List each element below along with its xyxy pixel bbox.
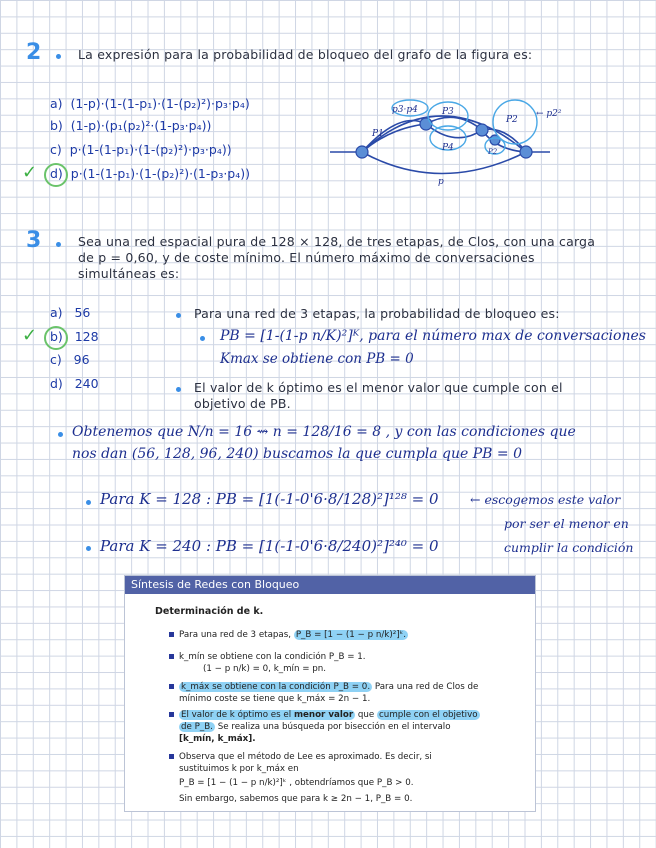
note2-bullet	[176, 387, 181, 392]
q2-dot	[56, 54, 61, 59]
q3-check-icon: ✓	[22, 325, 38, 346]
slide-bullet-4: El valor de k óptimo es el menor valor que cumple con el objetivo	[169, 710, 480, 720]
slide-bullet-5: Observa que el método de Lee es aproximado. Es decir, si	[169, 752, 432, 762]
q3-number: 3	[26, 228, 42, 253]
side-note-2: por ser el menor en	[504, 516, 629, 531]
graph-label-p4: P4	[442, 143, 454, 153]
q3-option-c[interactable]: c) 96	[50, 352, 90, 367]
q3-option-a[interactable]: a) 56	[50, 305, 91, 320]
slide-bullet-5-icon	[169, 754, 174, 759]
graph-label-p2sq: ← p2²	[536, 109, 562, 119]
obt-line1: Obtenemos que N/n = 16 ⇝ n = 128/16 = 8 , y con las condiciones que	[72, 424, 576, 440]
q2-option-a[interactable]: a) (1-p)·(1-(1-p₁)·(1-(p₂)²)·p₃·p₄)	[50, 96, 250, 111]
note2-line1: El valor de k óptimo es el menor valor que cumple con el	[194, 380, 563, 395]
graph-label-p: p	[438, 177, 444, 187]
q2-option-b[interactable]: b) (1-p)·(p₁(p₂)²·(1-p₃·p₄))	[50, 118, 212, 133]
note-formula: PB = [1-(1-p n/K)²]ᴷ, para el número max de conversaciones	[220, 328, 646, 344]
note-kmax: Kmax se obtiene con PB = 0	[220, 351, 414, 367]
slide-bullet-1: Para una red de 3 etapas, P_B = [1 − (1 − p n/k)²]ᵏ.	[169, 630, 408, 640]
graph-label-p2b: P2	[488, 148, 498, 156]
graph-label-p2: P2	[506, 115, 518, 125]
slide-b5-formula: P_B = [1 − (1 − p n/k)²]ᵏ , obtendríamos que P_B > 0.	[179, 778, 414, 788]
q3-option-d[interactable]: d) 240	[50, 376, 99, 391]
slide-b4-line2: de P_B. Se realiza una búsqueda por bisección en el intervalo	[181, 722, 451, 732]
slide-b1-formula: P_B = [1 − (1 − p n/k)²]ᵏ.	[295, 630, 407, 640]
q2-graph-figure	[330, 90, 570, 190]
note1-bullet	[176, 313, 181, 318]
q2-option-c[interactable]: c) p·(1-(1-p₁)·(1-(p₂)²)·p₃·p₄))	[50, 142, 232, 157]
q3-question-line3: simultáneas es:	[78, 266, 180, 281]
para240-bullet	[86, 546, 91, 551]
graph-label-p3: P3	[442, 107, 454, 117]
q2-option-d[interactable]: d) p·(1-(1-p₁)·(1-(p₂)²)·(1-p₃·p₄))	[50, 166, 251, 181]
para240-line: Para K = 240 : PB = [1(-1-0'6·8/240)²]²⁴⁰ = 0	[100, 537, 439, 555]
slide-bullet-2-icon	[169, 654, 174, 659]
q3-option-b[interactable]: b) 128	[50, 329, 99, 344]
para128-bullet	[86, 500, 91, 505]
side-note-1: ← escogemos este valor	[470, 492, 621, 507]
q2-question: La expresión para la probabilidad de bloqueo del grafo de la figura es:	[78, 47, 533, 62]
slide-title: Síntesis de Redes con Bloqueo	[125, 576, 535, 594]
obt-line2: nos dan (56, 128, 96, 240) buscamos la que cumpla que PB = 0	[72, 446, 523, 462]
slide-b4-line3: [k_mín, k_máx].	[179, 734, 256, 744]
side-note-3: cumplir la condición	[504, 540, 634, 555]
q2-check-icon: ✓	[22, 162, 38, 183]
slide-embed	[124, 575, 536, 812]
slide-bullet-4-icon	[169, 712, 174, 717]
slide-b5-line4: Sin embargo, sabemos que para k ≥ 2n − 1, P_B = 0.	[179, 794, 413, 804]
slide-heading: Determinación de k.	[155, 606, 264, 617]
note-formula-bullet	[200, 336, 205, 341]
slide-bullet-3: k_máx se obtiene con la condición P_B = 0. Para una red de Clos de	[169, 682, 478, 692]
q2-number: 2	[26, 40, 42, 65]
slide-bullet-3-icon	[169, 684, 174, 689]
graph-label-p1: P1	[372, 129, 384, 139]
note1-text: Para una red de 3 etapas, la probabilidad de bloqueo es:	[194, 306, 560, 321]
slide-bullet-1-icon	[169, 632, 174, 637]
slide-b5-line2: sustituimos k por k_máx en	[179, 764, 299, 774]
obt-bullet	[58, 432, 63, 437]
q3-question-line2: de p = 0,60, y de coste mínimo. El número máximo de conversaciones	[78, 250, 535, 265]
q3-dot	[56, 242, 61, 247]
graph-label-p3p4: p3·p4	[392, 105, 418, 115]
slide-bullet-2: k_mín se obtiene con la condición P_B = 1.	[169, 652, 366, 662]
note2-line2: objetivo de PB.	[194, 396, 291, 411]
para128-line: Para K = 128 : PB = [1(-1-0'6·8/128)²]¹²⁸ = 0	[100, 490, 439, 508]
slide-b3-line2: mínimo coste se tiene que k_máx = 2n − 1.	[179, 694, 371, 704]
q3-question-line1: Sea una red espacial pura de 128 × 128, de tres etapas, de Clos, con una carga	[78, 234, 596, 249]
slide-b2-formula: (1 − p n/k) = 0, k_mín = pn.	[203, 664, 327, 674]
